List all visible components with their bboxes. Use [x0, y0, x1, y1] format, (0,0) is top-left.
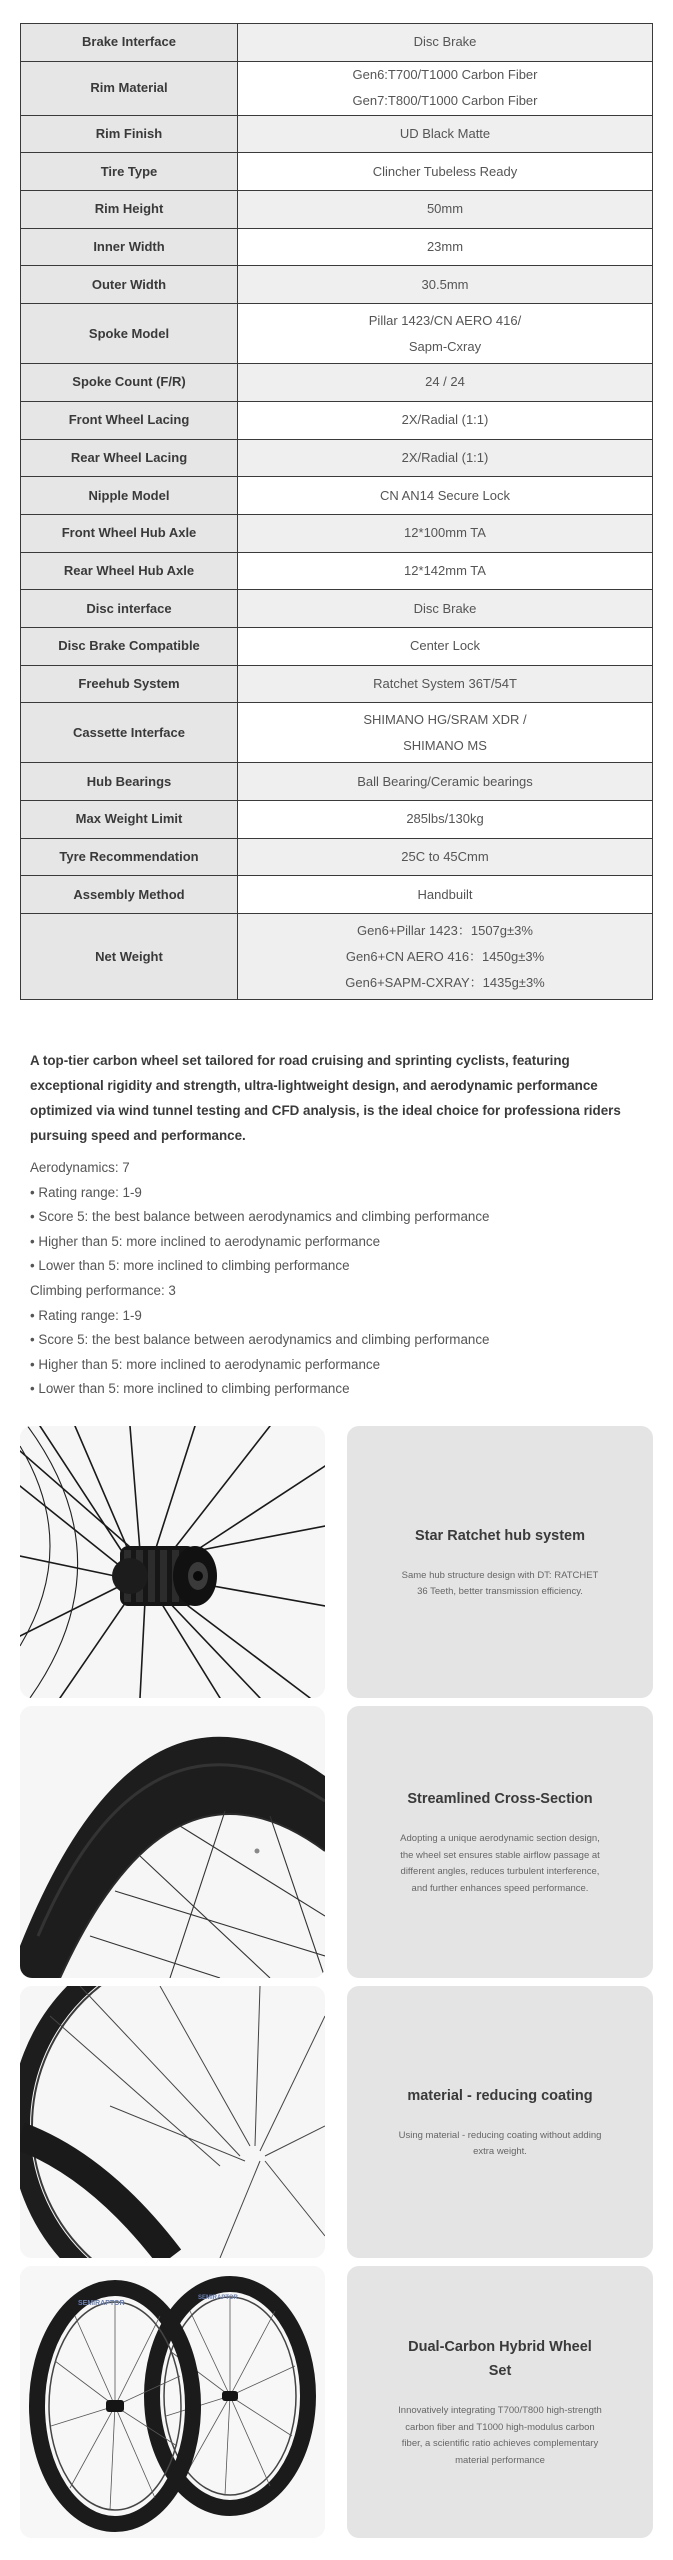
wheel-closeup-image: [20, 1986, 325, 2258]
spec-value: [238, 514, 653, 552]
wheel-logo-text: SEMIRAPTOR: [198, 2295, 238, 2301]
spec-value-line: SHIMANO HG/SRAM XDR /: [363, 711, 527, 727]
dual-carbon-feature-panel: [347, 2266, 653, 2538]
spec-label: Rear Wheel Lacing: [21, 439, 238, 477]
spec-row: [21, 627, 653, 665]
spec-value-line: Gen6+Pillar 1423：1507g±3%: [357, 922, 533, 938]
spec-label: Tire Type: [21, 153, 238, 191]
spec-value-line: Clincher Tubeless Ready: [372, 163, 518, 179]
rating-line: • Score 5: the best balance between aerodynamics and climbing performance: [30, 1209, 490, 1225]
spec-label: Max Weight Limit: [21, 801, 238, 839]
spec-label: Disc Brake Compatible: [21, 627, 238, 665]
spec-label: Disc interface: [21, 590, 238, 628]
coating-feature-panel: [347, 1986, 653, 2258]
spec-value: [238, 401, 653, 439]
wheelset-photo: [20, 2266, 325, 2538]
spec-label: Outer Width: [21, 266, 238, 304]
rating-line: Aerodynamics: 7: [30, 1160, 130, 1175]
spec-row: [21, 763, 653, 801]
spec-value: [238, 24, 653, 62]
feature-text: Using material - reducing coating without adding extra weight.: [398, 2129, 602, 2157]
spec-row: [21, 61, 653, 115]
spec-label: Assembly Method: [21, 876, 238, 914]
spec-value-line: 12*100mm TA: [404, 525, 486, 541]
spec-label: Freehub System: [21, 665, 238, 703]
rim-section-photo: [20, 1706, 325, 1978]
feature-coating: [20, 1986, 653, 2258]
description-lead: A top-tier carbon wheel set tailored for road cruising and sprinting cyclists, featuring exceptional rigidity and strength, ultra-lightweight design, and aerodynamic performance optimized via wind tunnel testing and CFD analysis, is the ideal choice for professiona riders pursuing speed and performance.: [30, 1053, 621, 1143]
rating-line: Climbing performance: 3: [30, 1282, 176, 1298]
cross-section-feature-panel: [347, 1706, 653, 1978]
rating-line: • Higher than 5: more inclined to aerodynamic performance: [30, 1356, 381, 1372]
spec-value: [238, 838, 653, 876]
spec-label: Rim Height: [21, 191, 238, 229]
spec-value-line: CN AN14 Secure Lock: [379, 487, 511, 503]
feature-text: Same hub structure design with DT: RATCHET 36 Teeth, better transmission efficiency.: [401, 1569, 599, 1597]
spec-value-line: Handbuilt: [417, 886, 473, 902]
spec-value: [238, 914, 653, 1000]
spec-value: [238, 665, 653, 703]
spec-value-line: SHIMANO MS: [403, 737, 487, 753]
spec-label: Cassette Interface: [21, 703, 238, 763]
spec-row: [21, 304, 653, 364]
spec-label: Inner Width: [21, 228, 238, 266]
spec-table: [20, 23, 653, 1000]
spec-row: [21, 401, 653, 439]
feature-text: Innovatively integrating T700/T800 high-strength carbon fiber and T1000 high-modulus carbon fiber, a scientific ratio achieves complementary material performance: [398, 2405, 602, 2466]
spec-value-line: 23mm: [426, 239, 464, 255]
rating-line: • Higher than 5: more inclined to aerodynamic performance: [30, 1233, 381, 1249]
spec-value: [238, 228, 653, 266]
feature-title: Dual-Carbon Hybrid Wheel Set: [408, 2339, 592, 2379]
wheelset-image: [20, 2266, 325, 2538]
spec-value-line: Gen6:T700/T1000 Carbon Fiber: [352, 67, 538, 83]
spec-value-line: Disc Brake: [413, 600, 477, 616]
feature-dual-carbon: [20, 2266, 653, 2538]
rating-line: • Rating range: 1-9: [30, 1307, 142, 1323]
spec-value: [238, 364, 653, 402]
spec-label: Spoke Count (F/R): [21, 364, 238, 402]
spec-row: [21, 514, 653, 552]
hub-image: [20, 1426, 325, 1698]
spec-row: [21, 228, 653, 266]
spec-row: [21, 876, 653, 914]
spec-row: [21, 552, 653, 590]
spec-value-line: Gen6+SAPM-CXRAY：1435g±3%: [345, 974, 545, 990]
spec-row: [21, 153, 653, 191]
spec-value: [238, 153, 653, 191]
spec-row: [21, 191, 653, 229]
product-description: [30, 1048, 645, 1402]
spec-row: [21, 115, 653, 153]
spec-label: Front Wheel Hub Axle: [21, 514, 238, 552]
spec-table-body: [21, 24, 653, 1000]
spec-label: Hub Bearings: [21, 763, 238, 801]
spec-row: [21, 477, 653, 515]
spec-row: [21, 24, 653, 62]
spec-value-line: Sapm-Cxray: [408, 338, 482, 354]
spec-value: [238, 266, 653, 304]
spec-value-line: 285lbs/130kg: [406, 811, 484, 827]
rating-line: • Lower than 5: more inclined to climbing performance: [30, 1381, 350, 1397]
spec-value-line: Gen6+CN AERO 416：1450g±3%: [345, 948, 545, 964]
spec-value: [238, 477, 653, 515]
spec-row: [21, 838, 653, 876]
wheel-logo-text: SEMIRAPTOR: [78, 2300, 125, 2307]
spec-value-line: Ball Bearing/Ceramic bearings: [357, 773, 533, 789]
spec-value: [238, 115, 653, 153]
feature-text: Adopting a unique aerodynamic section design, the wheel set ensures stable airflow passage at different angles, reduces turbulent interference, and further enhances speed performance.: [400, 1833, 600, 1894]
spec-value-line: 2X/Radial (1:1): [401, 449, 489, 465]
spec-label: Tyre Recommendation: [21, 838, 238, 876]
spec-row: [21, 914, 653, 1000]
spec-label: Rim Material: [21, 61, 238, 115]
performance-ratings: [30, 1156, 645, 1402]
spec-row: [21, 364, 653, 402]
spec-value: [238, 627, 653, 665]
rating-line: • Score 5: the best balance between aerodynamics and climbing performance: [30, 1332, 490, 1348]
spec-value: [238, 703, 653, 763]
spec-row: [21, 703, 653, 763]
rating-line: • Lower than 5: more inclined to climbing performance: [30, 1258, 350, 1274]
spec-value-line: Pillar 1423/CN AERO 416/: [368, 312, 522, 328]
spec-value-line: 24 / 24: [425, 374, 465, 390]
spec-row: [21, 266, 653, 304]
feature-title: Streamlined Cross-Section: [407, 1791, 593, 1807]
rim-section-image: [20, 1706, 325, 1978]
spec-row: [21, 801, 653, 839]
feature-title: Star Ratchet hub system: [414, 1527, 586, 1544]
spec-value-line: 12*142mm TA: [404, 562, 486, 578]
spec-value-line: 2X/Radial (1:1): [401, 412, 489, 428]
spec-value-line: 50mm: [426, 201, 464, 217]
spec-row: [21, 665, 653, 703]
spec-value-line: 30.5mm: [421, 276, 469, 292]
spec-row: [21, 590, 653, 628]
spec-value: [238, 763, 653, 801]
spec-label: Rim Finish: [21, 115, 238, 153]
feature-hub-system: [20, 1426, 653, 1698]
spec-label: Net Weight: [21, 914, 238, 1000]
wheel-closeup-photo: [20, 1986, 325, 2258]
spec-value-line: Disc Brake: [413, 34, 477, 50]
feature-title: material - reducing coating: [407, 2087, 593, 2104]
spec-label: Nipple Model: [21, 477, 238, 515]
spec-value-line: 25C to 45Cmm: [401, 849, 489, 865]
spec-value-line: Center Lock: [409, 638, 481, 654]
spec-label: Spoke Model: [21, 304, 238, 364]
spec-value: [238, 61, 653, 115]
spec-row: [21, 439, 653, 477]
feature-cross-section: [20, 1706, 653, 1978]
spec-value-line: UD Black Matte: [399, 126, 491, 142]
spec-value: [238, 552, 653, 590]
spec-value: [238, 876, 653, 914]
spec-label: Brake Interface: [21, 24, 238, 62]
spec-value: [238, 439, 653, 477]
spec-value: [238, 304, 653, 364]
spec-value: [238, 191, 653, 229]
hub-feature-panel: [347, 1426, 653, 1698]
spec-value: [238, 801, 653, 839]
spec-value: [238, 590, 653, 628]
spec-value-line: Gen7:T800/T1000 Carbon Fiber: [352, 93, 538, 109]
spec-label: Rear Wheel Hub Axle: [21, 552, 238, 590]
spec-label: Front Wheel Lacing: [21, 401, 238, 439]
spec-value-line: Ratchet System 36T/54T: [373, 675, 517, 691]
rating-line: • Rating range: 1-9: [30, 1184, 142, 1200]
hub-photo: [20, 1426, 325, 1698]
